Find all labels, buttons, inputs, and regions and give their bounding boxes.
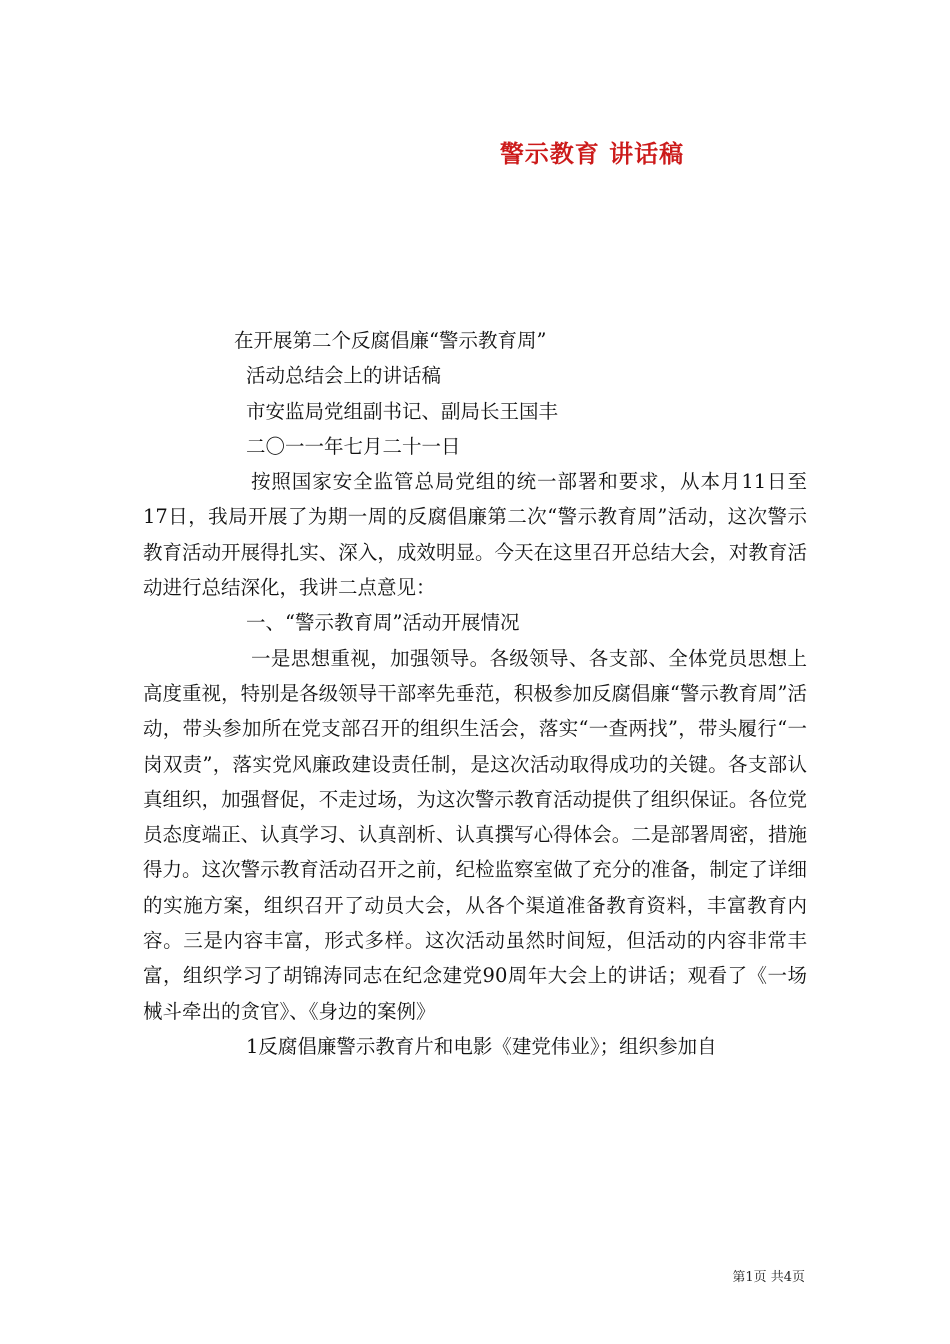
- speaker-line: 市安监局党组副书记、副局长王国丰: [246, 399, 559, 423]
- speech-occasion-line-1: 在开展第二个反腐倡廉“警示教育周”: [234, 329, 547, 352]
- date-line: 二〇一一年七月二十一日: [246, 434, 461, 458]
- body-paragraph: 一是思想重视，加强领导。各级领导、各支部、全体党员思想上高度重视，特别是各级领导干部率先垂范，积极参加反腐倡廉“警示教育周”活动，带头参加所在党支部召开的组织生活会，落实“一查两找”，带头履行“一岗双责”，落实党风廉政建设责任制，是这次活动取得成功的关键。各支部认真组织，加强督促，不走过场，为这次警示教育活动提供了组织保证。各位党员态度端正、认真学习、认真剖析、认真撰写心得体会。二是部署周密，措施得力。这次警示教育活动召开之前，纪检监察室做了充分的准备，制定了详细的实施方案，组织召开了动员大会，从各个渠道准备教育资料，丰富教育内容。三是内容丰富，形式多样。这次活动虽然时间短，但活动的内容非常丰富，组织学习了胡锦涛同志在纪念建党90周年大会上的讲话；观看了《一场械斗牵出的贪官》、《身边的案例》: [143, 646, 807, 1023]
- page-number: 第1页 共4页: [732, 1270, 805, 1285]
- section-heading: 一、“警示教育周”活动开展情况: [246, 611, 520, 635]
- continuation-line: 1反腐倡廉警示教育片和电影《建党伟业》；组织参加自: [246, 1034, 717, 1058]
- speech-occasion-line-2: 活动总结会上的讲话稿: [246, 364, 442, 388]
- document-body: [143, 323, 807, 1064]
- document-title: 警示教育 讲话稿: [499, 140, 685, 168]
- intro-paragraph: 按照国家安全监管总局党组的统一部署和要求，从本月11日至17日，我局开展了为期一周的反腐倡廉第二次“警示教育周”活动，这次警示教育活动开展得扎实、深入，成效明显。今天在这里召开总结大会，对教育活动进行总结深化，我讲二点意见：: [143, 470, 807, 600]
